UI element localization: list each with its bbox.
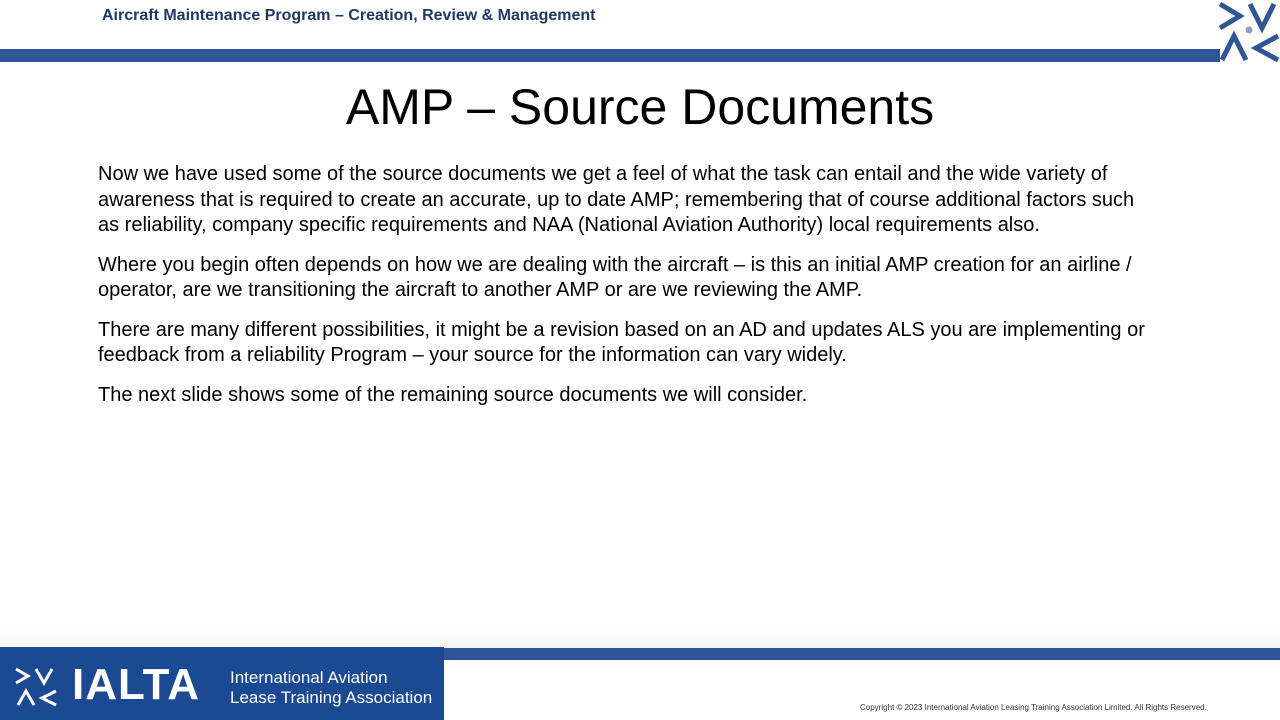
paragraph: There are many different possibilities, it might be a revision based on an AD and updates ALS you are implementing or feedback from a reliability Program – your source for the information can vary widely. bbox=[98, 318, 1145, 366]
paragraph: Where you begin often depends on how we are dealing with the aircraft – is this an initial AMP creation for an airline / operator, are we transitioning the aircraft to another AMP or are we reviewing the AMP. bbox=[98, 253, 1132, 301]
ialta-name-line-1: International Aviation bbox=[230, 668, 388, 687]
header-title: Aircraft Maintenance Program – Creation, Review & Management bbox=[102, 7, 596, 24]
paragraph: Now we have used some of the source documents we get a feel of what the task can entail and the wide variety of awareness that is required to create an accurate, up to date AMP; remembering that of course additional factors such as reliability, company specific requirements and NAA (National Aviation Authority) local requirements also. bbox=[98, 163, 1135, 236]
copyright-notice: Copyright © 2023 International Aviation Leasing Training Association Limited. All Rights Reserved. bbox=[860, 703, 1207, 712]
ialta-mark-icon bbox=[14, 667, 58, 707]
ialta-wordmark: IALTA bbox=[72, 660, 200, 709]
header-divider bbox=[0, 49, 1220, 62]
ialta-logo bbox=[0, 647, 444, 720]
ialta-name-line-2: Lease Training Association bbox=[230, 688, 433, 707]
ialta-full-name bbox=[230, 668, 432, 708]
footer-divider bbox=[443, 648, 1280, 660]
footer-shade bbox=[0, 628, 1280, 648]
slide-title: AMP – Source Documents bbox=[345, 79, 935, 135]
paragraph: The next slide shows some of the remaining source documents we will consider. bbox=[98, 383, 808, 406]
svla-mark-icon bbox=[1216, 0, 1280, 62]
slide-body bbox=[98, 162, 1158, 422]
